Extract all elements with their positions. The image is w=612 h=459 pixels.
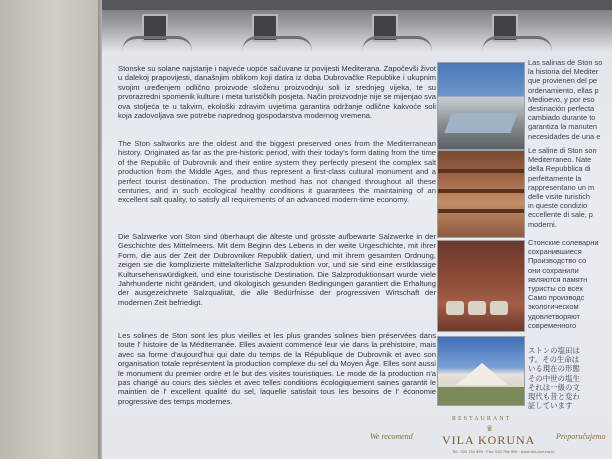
salt-bag <box>490 301 508 315</box>
spanish-line: necesidades de una e <box>528 131 601 141</box>
italian-line: della Repubblica di <box>528 164 591 174</box>
spanish-line: destinación perfecta <box>528 104 595 114</box>
roof-beam <box>437 209 525 213</box>
italian-line: Le saline di Ston son <box>528 146 597 155</box>
salt-bag <box>446 301 464 315</box>
banner-arch <box>242 36 312 51</box>
contact-small-print: Tel.: 020 754 999 · Fax: 020 754 999 · www.vila-koruna.hr <box>452 449 555 454</box>
japanese-line: 現代も昔と変わ <box>528 392 580 402</box>
banner-arch <box>482 36 552 51</box>
japanese-column <box>528 346 612 410</box>
russian-line: туристы со всех <box>528 284 583 294</box>
japanese-line: それは一級の文 <box>528 382 580 392</box>
roof-beam <box>437 189 525 193</box>
paragraph-german: Die Salzwerke von Ston sind überhaupt die älteste und grösste aufbewarte Salzwerke in der Geschichte des Mittelmeers. Mit dem Beginn des Lebens in der weite Urgeschichte, mit ihrer Form, die aus der Zeit der Dubrovniker Republik datiert, und mit ihrem gesamten Ordnung, zeigen sie die komplizierte mittelalterliche Salzproduktion vor, und sie sind eine erstklassige Kultursehenswürdigkeit, und eine touristische Destination. Die Salzproduktionsart wurde viele Jahrhunderte nicht geändert, und ökologisch gesunden Bedingungen garantiert die Erhaltung der ausgezeichnete Salzqualität, die alle Bedürfnisse der progressiven Wirtschaft der modernen Zeit befriedigt. <box>118 232 436 307</box>
preporucujemo-label: Preporučujemo <box>556 432 606 441</box>
paragraph-french: Les solines de Ston sont les plus vieilles et les plus grandes solines bien préservées dans toute l' histoire de la Méditerranée. Elles avaient commencé leur vie dans la préhistoire, mais avec sa forme d'aujourd'hui qui date du temps de la République de Dubrovnik et avec son organisation totale représentent la production complexe du sel du Moyen Âge. Elles sont aussi le monument du premier ordre et le but des visites touristiques. Le mode de la production n'a pas changé au cours des siècles et avec telles conditions écologiquement saines garantit le maintien de l' excellent qualité du sel, laquelle satisfait tous les besoins de l' économie progressive des temps modernes. <box>118 331 436 406</box>
spanish-line: que provienen del pe <box>528 76 598 86</box>
italian-line: Mediterraneo. Nate <box>528 155 592 165</box>
japanese-line: 証しています <box>528 401 573 411</box>
italian-line: in queste condizio <box>528 201 588 211</box>
italian-line: eccellente di sale, p <box>528 210 593 220</box>
italian-line: rappresentano un m <box>528 182 595 192</box>
spanish-line: cambiado durante to <box>528 113 596 123</box>
japanese-line: その中世の塩生 <box>528 373 580 383</box>
spanish-line: ordenamiento, ellas p <box>528 85 599 95</box>
russian-line: они сохранили <box>528 265 579 275</box>
italian-line: perfettamente la <box>528 173 582 183</box>
spanish-line: Las salinas de Ston so <box>528 58 603 67</box>
russian-line: являются памятн <box>528 274 588 284</box>
russian-column <box>528 238 612 330</box>
field-ground <box>438 387 524 405</box>
russian-line: удовлетворяют <box>528 311 580 321</box>
japanese-line: いる現在の形態 <box>528 364 580 374</box>
sign-frame-edge <box>98 0 102 459</box>
paragraph-croatian: Stonske su solane najstarije i najveće uopće sačuvane iz povijesti Mediterana. Započevši život u dalekoj prapovijesti, današnjim oblikom koji datira iz doba Dubrovačke Republike i ukupnim svojim uređenjem odlično proizvode složenu proizvodnju soli iz srednjeg vijeka, te su prvorazredni spomenik kulture i meta turističkih posjeta. Način proizvodnje nije se mijenjao sva ova stoljeća te u takvim, ekološki zdravim uvjetima garantira održanje odlične kakvoće soli koja zadovoljava sve potrebe naprednog gospodarstva modernog vremena. <box>118 64 436 121</box>
russian-line: современного <box>528 320 577 330</box>
japanese-line: す。その生命は <box>528 355 580 365</box>
paragraph-english: The Ston saltworks are the oldest and the biggest preserved ones from the Mediterranean history. Originated as far as the pre-historic period, with their today's form dating from the time of the Republic of Dubrovnik and their entire system they perfectly present the complex salt production from the Middle Ages, and thus represent a first-class cultural monument and a perfect tourist destination. The production method has not changed throughout all these centuries, and in such ecological healthy conditions it guarantees the maintaining of an excellent salt quality, to satisfy all requirements of an advanced modern-time economy. <box>118 139 436 205</box>
crown-icon: ♛ <box>486 424 494 433</box>
salt-bag <box>468 301 486 315</box>
banner-arch <box>362 36 432 51</box>
roof-beam <box>437 169 525 173</box>
banner-roof <box>102 0 612 10</box>
italian-column <box>528 146 612 229</box>
spanish-line: garantiza la manuten <box>528 122 598 132</box>
wall-background <box>0 0 98 459</box>
italian-line: moderni. <box>528 219 557 229</box>
building-photo-banner <box>102 0 612 52</box>
russian-line: Само производс <box>528 293 585 303</box>
italian-line: delle visite turistich <box>528 192 591 202</box>
saltpans-landscape-photo <box>437 62 525 150</box>
spanish-line: Medioevo, y por eso <box>528 94 595 104</box>
russian-line: экологическом <box>528 302 579 312</box>
salt-heap <box>456 363 508 385</box>
salt-pond <box>444 113 517 133</box>
brand-name: VILA KORUNA <box>442 433 536 447</box>
russian-line: Производство со <box>528 256 587 266</box>
salt-heap-photo <box>437 336 525 406</box>
salt-storage-photo <box>437 240 525 332</box>
spanish-column <box>528 58 612 141</box>
restaurant-label: RESTAURANT <box>452 416 512 422</box>
warehouse-roof-photo <box>437 150 525 238</box>
spanish-line: la historia del Mediter <box>528 67 599 77</box>
russian-line: сохранившиеся <box>528 247 582 257</box>
russian-line: Стонские солеварни <box>528 238 599 247</box>
banner-arch <box>122 36 192 51</box>
japanese-line: ストンの塩田は <box>528 346 580 355</box>
we-recomend-label: We recomend <box>370 432 413 441</box>
